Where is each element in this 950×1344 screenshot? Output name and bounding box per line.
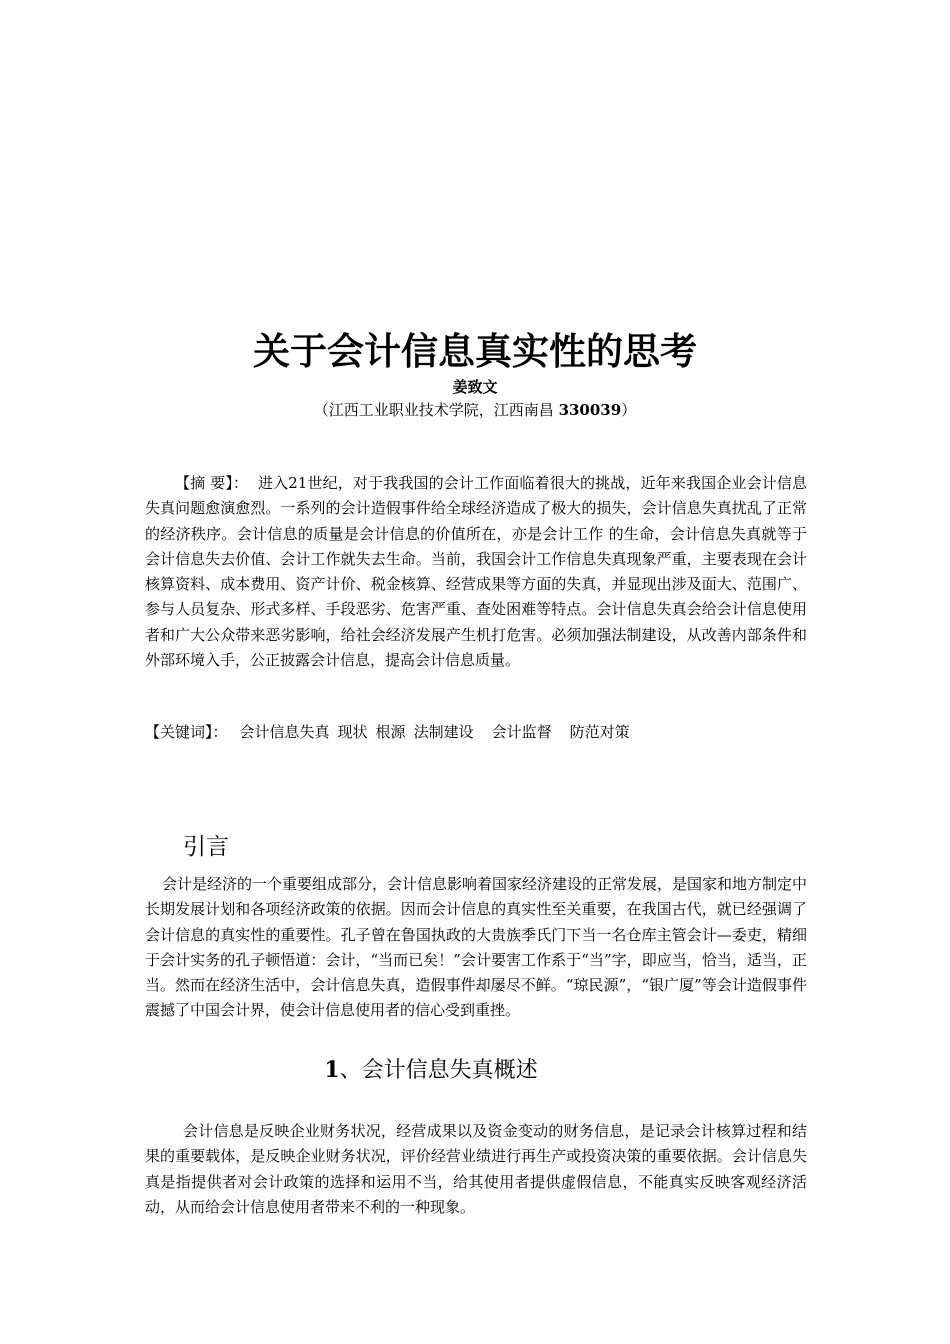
affiliation-prefix: （江西工业职业技术学院，江西南昌 (313, 401, 559, 419)
keywords-label: 【关键词】： (145, 723, 228, 741)
abstract (145, 471, 807, 673)
keywords (145, 720, 807, 745)
section-1-number: 1 (324, 1057, 340, 1083)
affiliation-suffix: ） (621, 401, 637, 419)
author-name: 姜致文 (452, 378, 498, 396)
affiliation (0, 399, 950, 421)
intro-paragraph: 会计是经济的一个重要组成部分，会计信息影响着国家经济建设的正常发展，是国家和地方制定中长期发展计划和各项经济政策的依据。因而会计信息的真实性至关重要，在我国古代，就已经强调了会计信息的真实性的重要性。孔子曾在鲁国执政的大贵族季氏门下当一名仓库主管会计—委吏，精细于会计实务的孔子顿悟道：会计，“当而已矣！”会计要害工作系于“当”字，即应当，恰当，适当，正当。然而在经济生活中，会计信息失真，造假事件却屡尽不鲜。“琼民源”，“银广厦”等会计造假事件震撼了中国会计界，使会计信息使用者的信心受到重挫。 (145, 875, 808, 1020)
paper-title: 关于会计信息真实性的思考 (253, 330, 697, 373)
abstract-text: 进入21世纪，对于我我国的会计工作面临着很大的挑战，近年来我国企业会计信息失真问题愈演愈烈。一系列的会计造假事件给全球经济造成了极大的损失，会计信息失真扰乱了正常的经济秩序。会计信息的质量是会计信息的价值所在，亦是会计工作 的生命，会计信息失真就等于会计信息失去价值、会计工作就失去生命。当前，我国会计工作信息失真现象严重，主要表现在会计核算资料、成本费用、资产计价、税金核算、经营成果等方面的失真，并显现出涉及面大、范围广、参与人员复杂、形式多样、手段恶劣、危害严重、查处困难等特点。会计信息失真会给会计信息使用者和广大公众带来恶劣影响，给社会经济发展产生机打危害。必须加强法制建设，从改善内部条件和外部环境入手，公正披露会计信息，提高会计信息质量。 (145, 474, 807, 670)
abstract-label: 【摘 要】： (175, 474, 249, 492)
keyword-item: 根源 (375, 723, 406, 741)
section-1-heading (0, 1053, 862, 1088)
affiliation-postcode: 330039 (558, 401, 622, 419)
keyword-item: 会计监督 (491, 723, 552, 741)
keyword-item: 防范对策 (569, 723, 630, 741)
keyword-item: 法制建设 (413, 723, 474, 741)
section-1-title: 、会计信息失真概述 (339, 1058, 538, 1083)
intro-heading: 引言 (183, 834, 229, 860)
keyword-item: 现状 (337, 723, 368, 741)
keyword-item: 会计信息失真 (239, 723, 330, 741)
section-1-paragraph: 会计信息是反映企业财务状况，经营成果以及资金变动的财务信息，是记录会计核算过程和结果的重要载体，是反映企业财务状况，评价经营业绩进行再生产或投资决策的重要依据。会计信息失真是指提供者对会计政策的选择和运用不当，给其使用者提供虚假信息，不能真实反映客观经济活动，从而给会计信息使用者带来不利的一种现象。 (145, 1122, 807, 1216)
